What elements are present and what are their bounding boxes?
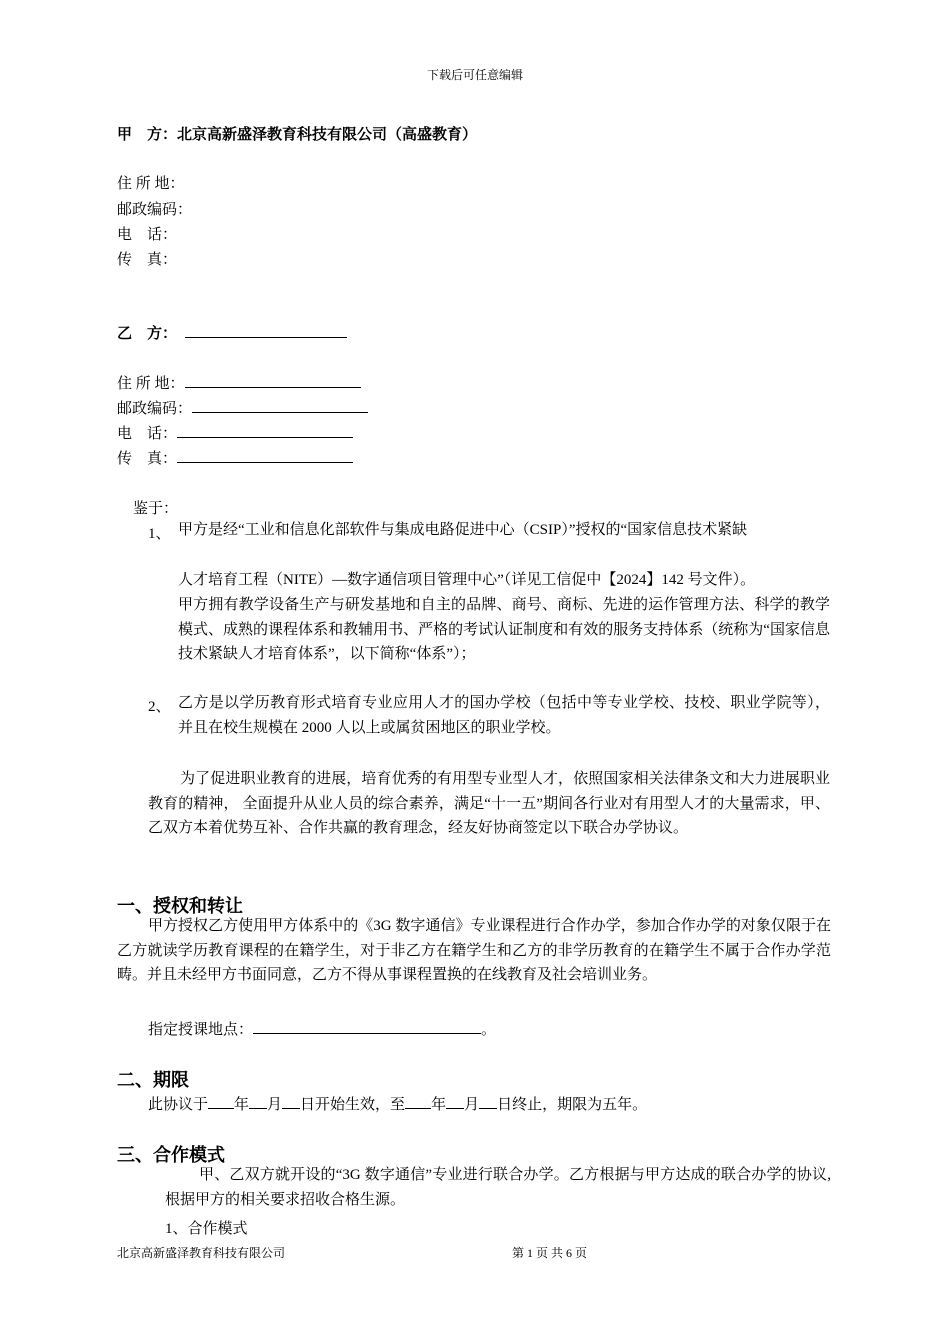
section2-body [148,1093,647,1114]
section2-text-4: 日开始生效，至 [300,1097,406,1113]
whereas-purpose: 为了促进职业教育的进展，培育优秀的有用型专业型人才，依照国家相关法律条文和大力进展职业教育的精神， 全面提升从业人员的综合素养，满足“十一五”期间各行业对有用型人才的大量需求，甲、乙双方本着优势互补、合作共赢的教育理念，经友好协商签定以下联合办学协议。 [148,771,830,836]
section3-title: 三、合作模式 [117,1145,225,1165]
party-a-label: 甲 方： [117,127,178,143]
party-b-phone-blank[interactable] [177,422,353,438]
party-b-postcode-blank[interactable] [192,397,368,413]
section3-sub1: 1、合作模式 [165,1221,248,1237]
section1-location-end: 。 [481,1022,497,1038]
party-b-fax-label: 传 真： [117,451,178,467]
party-b-postcode-label: 邮政编码： [117,401,193,417]
party-b-fax-blank[interactable] [177,447,353,463]
party-b-label: 乙 方： [117,326,178,342]
footer-company: 北京高新盛泽教育科技有限公司 [117,1246,286,1260]
end-year-blank[interactable] [405,1093,431,1109]
start-day-blank[interactable] [282,1093,300,1109]
party-a-line [117,123,477,144]
section2-text-6: 月 [464,1097,480,1113]
party-b-fax-line [117,447,353,468]
section2-text-2: 年 [234,1097,250,1113]
section2-text-1: 此协议于 [148,1097,209,1113]
party-b-line [117,322,347,343]
party-a-phone-label: 电 话： [117,227,178,243]
party-b-name-blank[interactable] [185,322,347,338]
section1-body: 甲方授权乙方使用甲方体系中的《3G 数字通信》专业课程进行合作办学，参加合作办学的对象仅限于在乙方就读学历教育课程的在籍学生，对于非乙方在籍学生和乙方的非学历教育的在籍学生不属于合作办学范畴。并且未经甲方书面同意，乙方不得从事课程置换的在线教育及社会培训业务。 [117,918,831,983]
party-b-address-line [117,372,361,393]
party-a-fax-label: 传 真： [117,252,178,268]
header-note: 下载后可任意编辑 [426,68,523,82]
whereas-item1-number: 1、 [148,526,171,542]
party-a-address-label: 住 所 地： [117,176,185,192]
whereas-item1-line1: 甲方是经“工业和信息化部软件与集成电路促进中心（CSIP）”授权的“国家信息技术紧缺 [178,522,748,538]
party-b-address-label: 住 所 地： [117,376,185,392]
party-b-postcode-line [117,397,368,418]
section2-text-5: 年 [431,1097,447,1113]
section2-text-7: 日终止，期限为五年。 [497,1097,648,1113]
party-b-phone-line [117,422,353,443]
section1-location-label: 指定授课地点： [148,1022,254,1038]
section2-title: 二、期限 [117,1070,189,1090]
party-b-phone-label: 电 话： [117,426,178,442]
party-b-address-blank[interactable] [185,372,361,388]
whereas-title: 鉴于： [133,501,179,517]
end-day-blank[interactable] [479,1093,497,1109]
end-month-blank[interactable] [446,1093,464,1109]
whereas-item1-line2: 人才培育工程（NITE）—数字通信项目管理中心”（详见工信促中【2024】142 号文件）。 [178,572,756,588]
whereas-item1-rest: 甲方拥有教学设备生产与研发基地和自主的品牌、商号、商标、先进的运作管理方法、科学的教学模式、成熟的课程体系和教辅用书、严格的考试认证制度和有效的服务支持体系（统称为“国家信息技术紧缺人才培育体系”，以下简称“体系”）； [178,597,830,662]
section1-location-blank[interactable] [253,1018,481,1034]
section3-body: 甲、乙双方就开设的“3G 数字通信”专业进行联合办学。乙方根据与甲方达成的联合办学的协议,根据甲方的相关要求招收合格生源。 [165,1167,831,1208]
section1-title: 一、授权和转让 [117,896,243,916]
section1-location-line [148,1018,496,1039]
section2-text-3: 月 [267,1097,283,1113]
party-a-name: 北京高新盛泽教育科技有限公司（高盛教育） [177,127,478,143]
start-year-blank[interactable] [208,1093,234,1109]
whereas-item2-text: 乙方是以学历教育形式培育专业应用人才的国办学校（包括中等专业学校、技校、职业学院等），并且在校生规模在 2000 人以上或属贫困地区的职业学校。 [178,695,830,736]
whereas-item2-number: 2、 [148,699,171,715]
footer-page-number: 第 1 页 共 6 页 [512,1246,588,1260]
party-a-postcode-label: 邮政编码： [117,202,193,218]
start-month-blank[interactable] [249,1093,267,1109]
